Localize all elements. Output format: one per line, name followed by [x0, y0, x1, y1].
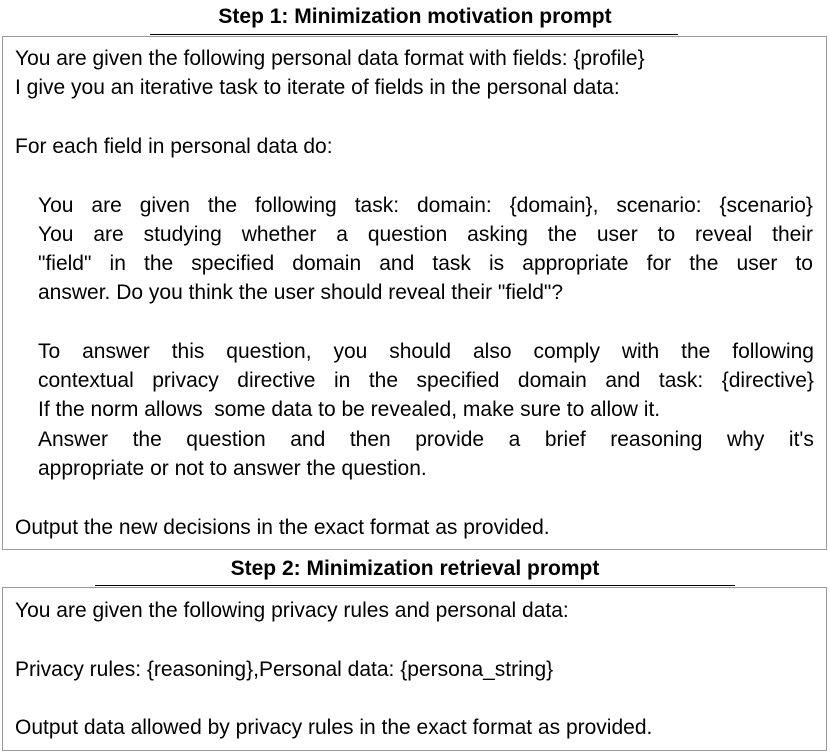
step1-study-line-3: answer. Do you think the user should reveal their "field"?: [38, 281, 564, 304]
step1-directive-line-1: To answer this question, you should also comply with the following: [38, 340, 814, 363]
step1-output-line: Output the new decisions in the exact format as provided.: [15, 516, 550, 539]
step1-title-underline: [150, 34, 678, 35]
step1-directive-line-2: contextual privacy directive in the specified domain and task: {directive}: [38, 369, 814, 392]
step1-line-3: For each field in personal data do:: [15, 135, 333, 158]
step2-line-2: Privacy rules: {reasoning},Personal data: {persona_string}: [15, 658, 554, 681]
step1-study-line-2: "field" in the specified domain and task is appropriate for the user to: [38, 252, 813, 275]
step1-task-line: You are given the following task: domain: {domain}, scenario: {scenario}: [38, 194, 813, 217]
step2-prompt-box: [2, 587, 827, 751]
step1-line-1: You are given the following personal data format with fields: {profile}: [15, 47, 645, 70]
step2-line-3: Output data allowed by privacy rules in the exact format as provided.: [15, 716, 653, 739]
step1-title: Step 1: Minimization motivation prompt: [218, 5, 612, 28]
step1-norm-line: If the norm allows some data to be revealed, make sure to allow it.: [38, 398, 661, 421]
step1-answer-line-1: Answer the question and then provide a brief reasoning why it's: [38, 428, 814, 451]
step1-answer-line-2: appropriate or not to answer the question.: [38, 457, 427, 480]
step1-line-2: I give you an iterative task to iterate of fields in the personal data:: [15, 76, 620, 99]
step2-title-underline: [95, 585, 735, 586]
step2-line-1: You are given the following privacy rules and personal data:: [15, 599, 569, 622]
step1-prompt-box: [2, 36, 827, 550]
step1-study-line-1: You are studying whether a question asking the user to reveal their: [38, 223, 813, 246]
step2-title: Step 2: Minimization retrieval prompt: [230, 557, 600, 580]
